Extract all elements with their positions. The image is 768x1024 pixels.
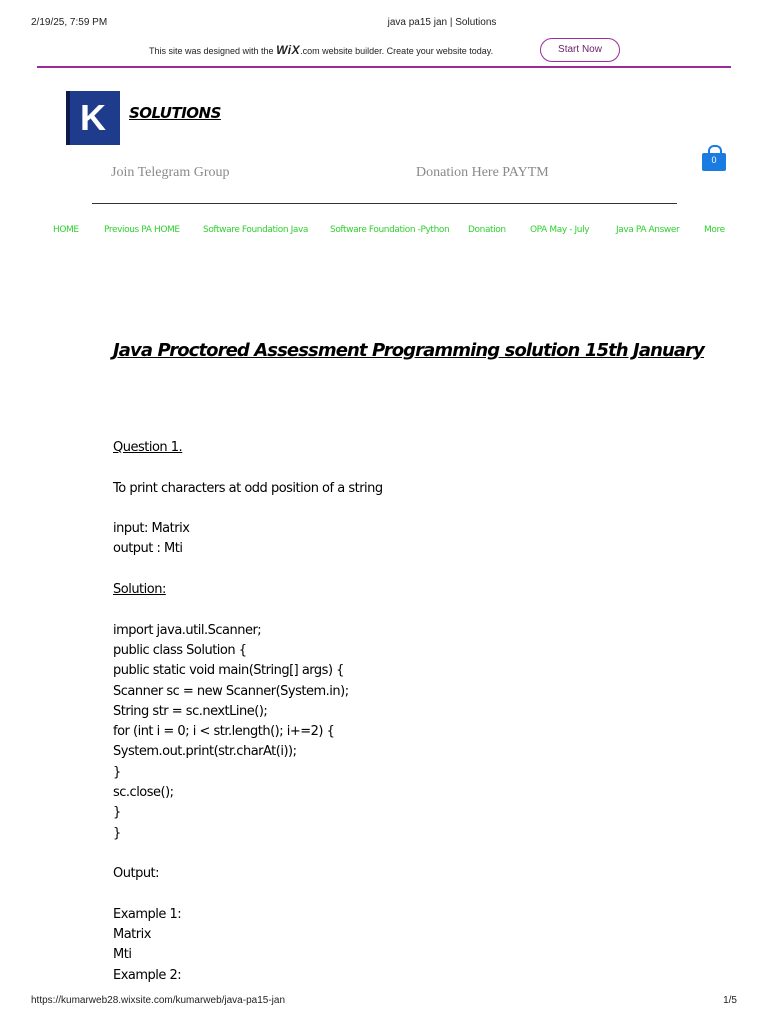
start-now-button[interactable]: Start Now	[540, 38, 620, 62]
example-2-label: Example 2:	[113, 967, 182, 983]
page-title: Java Proctored Assessment Programming solution 15th January	[113, 340, 704, 361]
print-page-title: java pa15 jan | Solutions	[387, 17, 497, 28]
solution-heading: Solution:	[113, 582, 166, 598]
code-line: for (int i = 0; i < str.length(); i+=2) {	[113, 724, 335, 740]
brand-name-link[interactable]: SOLUTIONS	[129, 104, 221, 122]
print-header	[0, 17, 768, 31]
output-heading: Output:	[113, 866, 160, 882]
nav-item-home[interactable]: HOME	[53, 225, 79, 235]
input-example: input: Matrix	[113, 521, 190, 537]
blank-line	[113, 458, 713, 478]
code-line: public static void main(String[] args) {	[113, 663, 344, 679]
print-url: https://kumarweb28.wixsite.com/kumarweb/java-pa15-jan	[31, 995, 285, 1006]
blank-line	[113, 885, 713, 905]
blank-line	[113, 499, 713, 519]
main-nav	[0, 225, 768, 239]
cart-button[interactable]	[702, 145, 726, 171]
output-example: output : Mti	[113, 541, 183, 557]
print-footer	[0, 995, 768, 1009]
code-line: String str = sc.nextLine();	[113, 703, 268, 719]
code-line: System.out.print(str.charAt(i));	[113, 744, 297, 760]
header-divider	[92, 203, 677, 204]
example-1-label: Example 1:	[113, 906, 182, 922]
blank-line	[113, 844, 713, 864]
blank-line	[113, 560, 713, 580]
example-1-output: Mti	[113, 947, 132, 963]
article-body	[113, 438, 713, 986]
blank-line	[113, 600, 713, 620]
code-line: sc.close();	[113, 785, 174, 801]
nav-item-java-pa-answer[interactable]: Java PA Answer	[616, 225, 680, 235]
code-line: Scanner sc = new Scanner(System.in);	[113, 683, 349, 699]
example-1-input: Matrix	[113, 927, 151, 943]
site-logo[interactable]	[66, 91, 120, 145]
code-line: }	[113, 764, 121, 780]
cart-count: 0	[711, 155, 717, 165]
logo-letter: K	[80, 97, 106, 138]
question-heading: Question 1.	[113, 440, 183, 455]
nav-item-previous-pa-home[interactable]: Previous PA HOME	[104, 225, 180, 235]
nav-item-software-foundation-java[interactable]: Software Foundation Java	[203, 225, 309, 235]
code-line: import java.util.Scanner;	[113, 622, 262, 638]
code-line: public class Solution {	[113, 642, 247, 658]
wix-banner-text-before: This site was designed with the	[149, 46, 277, 56]
join-telegram-link[interactable]: Join Telegram Group	[111, 165, 230, 180]
nav-item-software-foundation-python[interactable]: Software Foundation -Python	[330, 225, 450, 235]
nav-item-opa-may-july[interactable]: OPA May - July	[530, 225, 590, 235]
donation-paytm-link[interactable]: Donation Here PAYTM	[416, 165, 549, 180]
wix-banner-text-after: .com website builder. Create your website today.	[300, 46, 494, 56]
wix-logo-text: WiX	[276, 43, 301, 57]
code-line: }	[113, 825, 121, 841]
nav-item-more[interactable]: More	[704, 225, 725, 235]
nav-item-donation[interactable]: Donation	[468, 225, 506, 235]
code-line: }	[113, 805, 121, 821]
wix-banner	[37, 38, 731, 68]
print-datetime: 2/19/25, 7:59 PM	[31, 17, 108, 28]
wix-banner-text	[149, 43, 493, 57]
question-description: To print characters at odd position of a string	[113, 480, 383, 496]
print-page-number: 1/5	[723, 995, 737, 1006]
